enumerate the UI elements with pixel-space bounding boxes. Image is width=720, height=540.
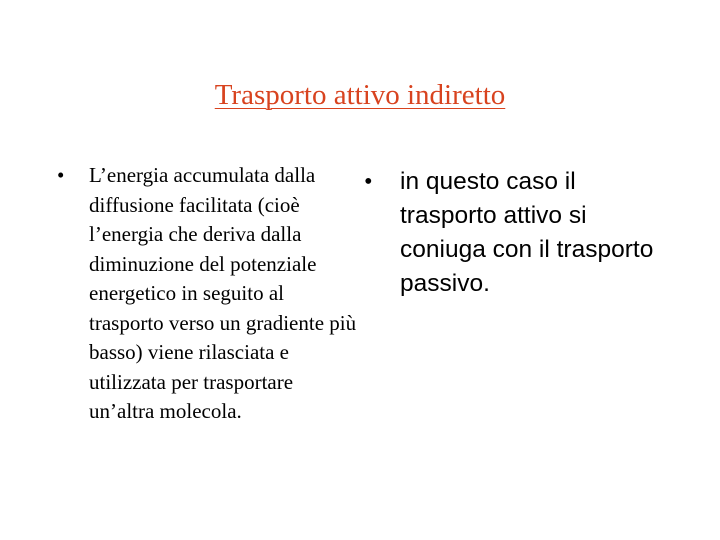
left-bullet-list [57,161,357,427]
bullet-icon: • [364,168,373,195]
slide-title: Trasporto attivo indiretto [214,79,506,111]
bullet-icon: • [57,163,65,187]
right-bullet-list [364,165,664,301]
left-bullet-text: L’energia accumulata dalla diffusione facilitata (cioè l’energia che deriva dalla diminuzione del potenziale energetico in seguito al trasporto verso un gradiente più basso) viene rilasciata e utilizzata per trasportare un’altra molecola. [89,163,357,423]
left-bullet-item [57,161,357,427]
right-bullet-text: in questo caso il trasporto attivo si coniuga con il trasporto passivo. [400,168,654,297]
right-bullet-item [364,165,664,301]
